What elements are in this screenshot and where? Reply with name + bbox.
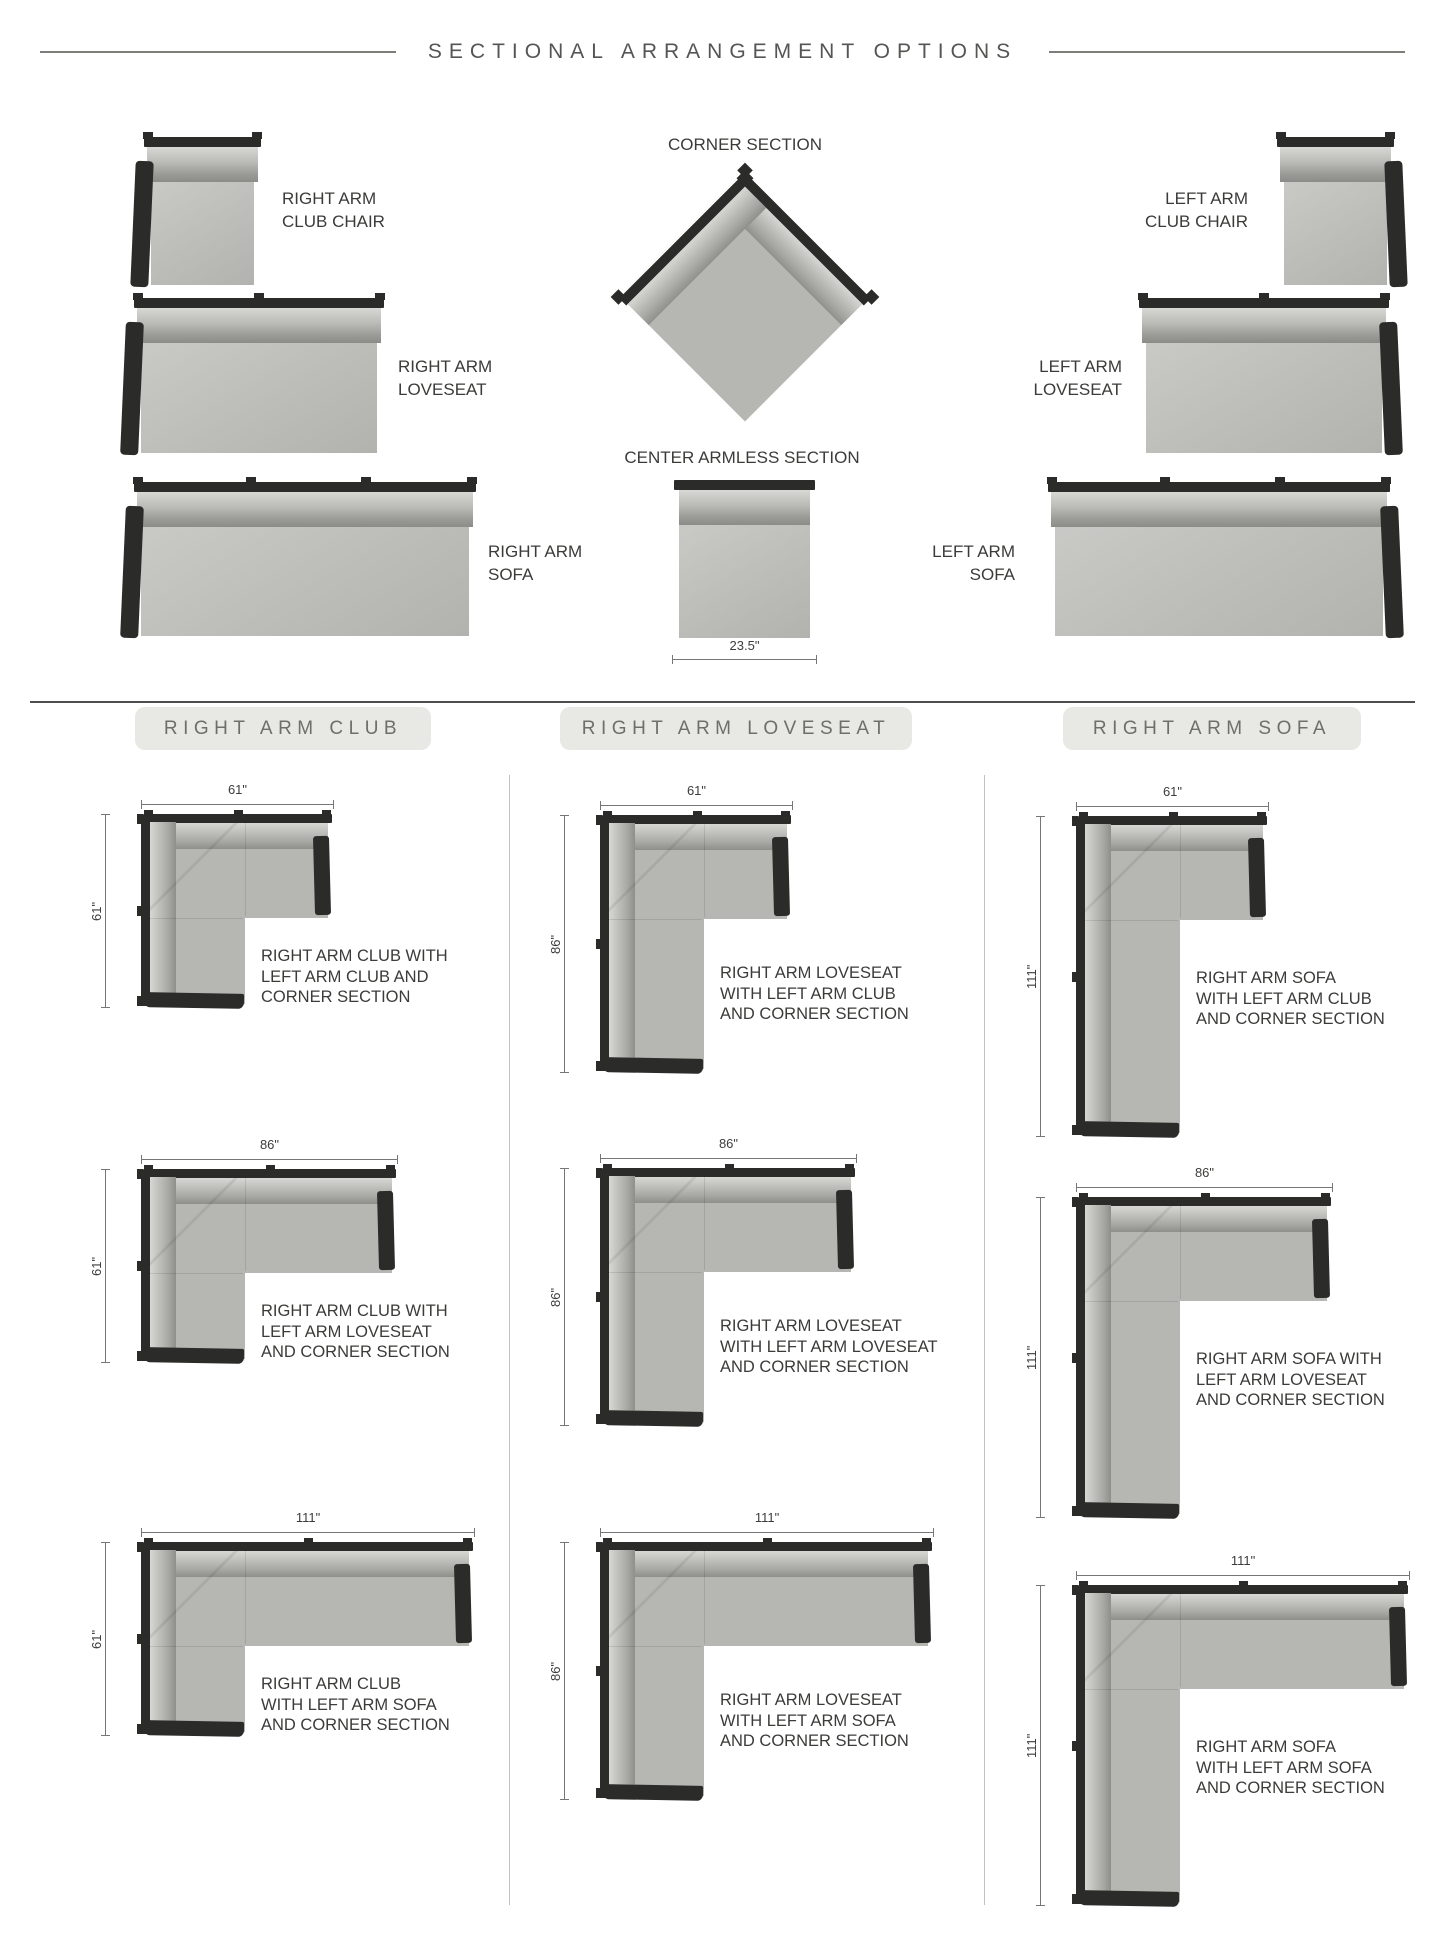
arrangement-label: RIGHT ARM LOVESEAT WITH LEFT ARM SOFA AND CORNER SECTION [720,1691,909,1750]
loveseat-arm [1379,322,1403,456]
dimension-line [141,1159,398,1160]
corner-seam-diagonal [141,814,245,918]
dimension-line [600,805,793,806]
corner-seam [1084,920,1178,921]
corner-seam [149,1273,243,1274]
section-divider [30,701,1415,703]
loveseat-back-cushion [1142,308,1386,343]
left-dimension-value: 86" [548,1661,563,1681]
left-arm [144,1347,244,1364]
left-dimension [1024,816,1076,1137]
center-armless-section-label: CENTER ARMLESS SECTION [624,448,860,467]
arrangement-label: RIGHT ARM CLUB WITH LEFT ARM SOFA AND CORNER SECTION [261,1675,450,1734]
corner-seam [1180,1593,1181,1687]
arrangement-club-with-sofa [89,1510,475,1736]
corner-seam [704,1550,705,1644]
right-arm [377,1191,395,1270]
corner-seam [149,1646,243,1647]
column-header-right-arm-loveseat: RIGHT ARM LOVESEAT [560,707,912,750]
title-rule-right [1049,51,1405,53]
right-arm-sofa-label: RIGHT ARM SOFA [488,542,583,584]
sofa-seat [1055,527,1383,636]
dimension-line [105,1542,106,1736]
arrangement-label: RIGHT ARM SOFA WITH LEFT ARM CLUB AND CORNER SECTION [1196,969,1385,1028]
chair-back-frame [1277,137,1394,147]
chair-back-frame [144,137,261,147]
corner-seam-diagonal [1076,1585,1180,1689]
right-arm [772,837,790,916]
left-arm [603,1784,703,1801]
chair-back-cushion [1280,147,1391,182]
corner-seam [149,918,243,919]
left-arm [1079,1890,1179,1907]
dimension-line [564,1542,565,1800]
top-dimension-value: 86" [718,1136,739,1151]
arrangement-club-with-club [89,782,448,1008]
top-dimension-value: 61" [686,783,707,798]
sofa-seat [141,527,469,636]
sofa-back-cushion [137,492,473,527]
arrangement-label: RIGHT ARM CLUB WITH LEFT ARM CLUB AND CORNER SECTION [261,947,448,1006]
dimension-line [564,1168,565,1426]
arrangement-loveseat-with-loveseat [548,1136,938,1426]
right-arm [1312,1219,1330,1298]
arrangement-club-with-loveseat [89,1137,450,1363]
left-arm-club-chair-label: LEFT ARM CLUB CHAIR [1145,189,1248,231]
armless-back-cushion [679,490,810,525]
corner-seam [608,1646,702,1647]
left-arm [1079,1502,1179,1519]
sofa-back-frame [1048,482,1390,492]
top-dimension-value: 86" [259,1137,280,1152]
corner-section-diagram [621,173,869,421]
dimension-line [600,1532,934,1533]
left-arm-sofa-diagram [1044,482,1394,638]
page-header [40,40,1405,64]
dimension-line [564,815,565,1073]
dimension-line [672,659,817,660]
armless-width-value: 23.5" [729,638,760,653]
dimension-line [1076,1575,1410,1576]
corner-seam [245,1177,246,1271]
top-dimension-value: 111" [754,1510,780,1525]
column-divider [509,775,510,1905]
corner-seam [1180,824,1181,918]
left-arm [603,1410,703,1427]
arrangement-label: RIGHT ARM SOFA WITH LEFT ARM LOVESEAT AND CORNER SECTION [1196,1350,1385,1409]
column-header-right-arm-club: RIGHT ARM CLUB [135,707,431,750]
left-dimension-value: 61" [89,1629,104,1649]
center-armless-section-diagram [672,480,817,640]
column-divider [984,775,985,1905]
dimension-line [141,1532,475,1533]
dimension-line [105,814,106,1008]
arrangement-loveseat-with-sofa [548,1510,934,1800]
left-arm [1079,1121,1179,1138]
corner-seam-diagonal [1076,1197,1180,1301]
loveseat-seat [141,343,377,453]
right-arm-club-chair-label: RIGHT ARM CLUB CHAIR [282,189,385,231]
left-dimension [89,1169,141,1363]
left-dimension [548,1542,600,1800]
sofa-back-frame [134,482,476,492]
dimension-line [600,1158,857,1159]
right-arm-sofa-diagram [130,482,480,638]
left-arm-sofa-label: LEFT ARM SOFA [932,542,1015,584]
left-dimension [1024,1197,1076,1518]
left-dimension [548,815,600,1073]
top-dimension-value: 61" [1162,784,1183,799]
right-arm [454,1564,472,1643]
column-header-right-arm-sofa: RIGHT ARM SOFA [1063,707,1361,750]
chair-seat [1284,182,1387,285]
corner-seam [245,1550,246,1644]
arrangement-sofa-with-loveseat [1024,1165,1385,1518]
dimension-line [141,804,334,805]
dimension-line [1040,816,1041,1137]
armless-width-dimension [672,638,817,668]
left-dimension-value: 111" [1024,1733,1039,1758]
left-dimension-value: 61" [89,1256,104,1276]
title-rule-left [40,51,396,53]
top-dimension-value: 61" [227,782,248,797]
loveseat-back-cushion [137,308,381,343]
left-dimension [89,814,141,1008]
sofa-back-cushion [1051,492,1387,527]
arrangement-sofa-with-sofa [1024,1553,1410,1906]
dimension-line [1076,1187,1333,1188]
page-title: SECTIONAL ARRANGEMENT OPTIONS [427,40,1018,63]
left-arm-loveseat-label: LEFT ARM LOVESEAT [1033,357,1122,399]
right-arm [836,1190,854,1269]
dimension-line [1040,1585,1041,1906]
sofa-arm [1380,506,1404,639]
corner-seam-diagonal [600,1542,704,1646]
left-arm [144,992,244,1009]
top-dimension-value: 111" [1230,1553,1256,1568]
left-dimension-value: 86" [548,934,563,954]
corner-seam-diagonal [1076,816,1180,920]
left-dimension-value: 86" [548,1287,563,1307]
corner-seam [245,822,246,916]
left-arm-club-chair-diagram [1273,137,1398,287]
corner-section-body [621,173,870,422]
arrangement-label: RIGHT ARM LOVESEAT WITH LEFT ARM CLUB AND CORNER SECTION [720,964,909,1023]
right-arm-club-chair-diagram [140,137,265,287]
armless-back-frame [674,480,815,490]
arrangement-loveseat-with-club [548,783,909,1073]
top-dimension-value: 86" [1194,1165,1215,1180]
dimension-line [1076,806,1269,807]
left-dimension-value: 61" [89,901,104,921]
arrangement-sofa-with-club [1024,784,1385,1137]
left-dimension [89,1542,141,1736]
right-arm-loveseat-label: RIGHT ARM LOVESEAT [398,357,493,399]
right-arm [1389,1607,1407,1686]
arrangement-label: RIGHT ARM LOVESEAT WITH LEFT ARM LOVESEAT AND CORNER SECTION [720,1317,938,1376]
corner-seam [1084,1301,1178,1302]
chair-back-cushion [147,147,258,182]
corner-section-label: CORNER SECTION [668,135,822,154]
corner-seam [704,1176,705,1270]
corner-seam-diagonal [600,815,704,919]
top-dimension-value: 111" [295,1510,321,1525]
armless-seat [679,525,810,638]
corner-seam-diagonal [141,1542,245,1646]
corner-seam [1084,1689,1178,1690]
left-dimension-value: 111" [1024,964,1039,989]
loveseat-seat [1146,343,1382,453]
loveseat-back-frame [1139,298,1389,308]
dimension-line [105,1169,106,1363]
left-dimension [1024,1585,1076,1906]
chair-seat [151,182,254,285]
dimension-line [1040,1197,1041,1518]
left-arm [603,1057,703,1074]
loveseat-back-frame [134,298,384,308]
corner-seam [608,1272,702,1273]
arrangement-label: RIGHT ARM SOFA WITH LEFT ARM SOFA AND CORNER SECTION [1196,1738,1385,1797]
corner-seam [704,823,705,917]
right-arm [313,836,331,915]
corner-seam [1180,1205,1181,1299]
corner-seam [608,919,702,920]
arrangement-label: RIGHT ARM CLUB WITH LEFT ARM LOVESEAT AND CORNER SECTION [261,1302,450,1361]
right-arm [913,1564,931,1643]
corner-seam-diagonal [141,1169,245,1273]
right-arm [1248,838,1266,917]
left-arm [144,1720,244,1737]
corner-seam-diagonal [600,1168,704,1272]
left-dimension-value: 111" [1024,1345,1039,1370]
left-arm-loveseat-diagram [1135,298,1393,455]
chair-arm [1384,161,1407,288]
left-dimension [548,1168,600,1426]
right-arm-loveseat-diagram [130,298,388,455]
